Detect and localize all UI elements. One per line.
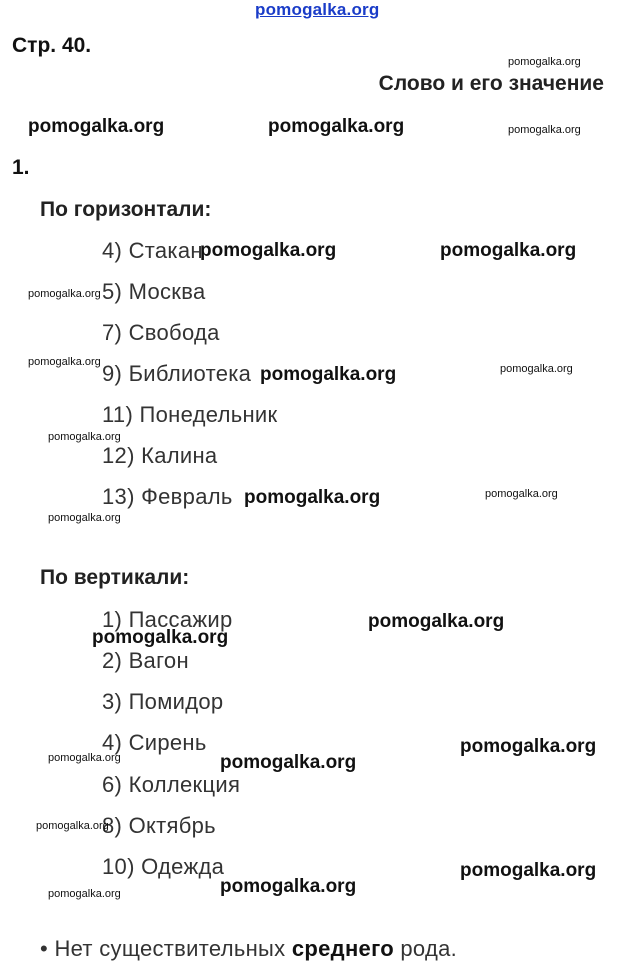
section-heading-horizontal: По горизонтали: xyxy=(40,198,212,221)
watermark: pomogalka.org xyxy=(28,288,101,300)
watermark: pomogalka.org xyxy=(220,752,357,773)
horizontal-answer-item: 4) Стакан xyxy=(102,238,203,263)
horizontal-answer-item: 13) Февраль xyxy=(102,484,233,509)
note-text-end: рода. xyxy=(393,936,458,961)
watermark: pomogalka.org xyxy=(28,356,101,368)
vertical-answer-item: 3) Помидор xyxy=(102,689,224,714)
page-number: Стр. 40. xyxy=(12,34,92,57)
watermark: pomogalka.org xyxy=(268,116,405,137)
note-text-emphasis: среднего xyxy=(291,936,394,961)
watermark: pomogalka.org xyxy=(508,56,581,68)
watermark: pomogalka.org xyxy=(92,627,229,648)
watermark: pomogalka.org xyxy=(48,512,121,524)
page-title: Слово и его значение xyxy=(378,72,604,95)
watermark: pomogalka.org xyxy=(48,431,121,443)
watermark: pomogalka.org xyxy=(244,487,381,508)
watermark: pomogalka.org xyxy=(500,363,573,375)
watermark: pomogalka.org xyxy=(460,860,597,881)
conclusion-note xyxy=(40,936,457,962)
watermark: pomogalka.org xyxy=(440,240,577,261)
vertical-answer-item: 4) Сирень xyxy=(102,730,207,755)
watermark: pomogalka.org xyxy=(508,124,581,136)
watermark: pomogalka.org xyxy=(28,116,165,137)
watermark: pomogalka.org xyxy=(48,888,121,900)
section-heading-vertical: По вертикали: xyxy=(40,566,190,589)
watermark: pomogalka.org xyxy=(36,820,109,832)
horizontal-answer-item: 7) Свобода xyxy=(102,320,220,345)
watermark: pomogalka.org xyxy=(220,876,357,897)
watermark: pomogalka.org xyxy=(368,611,505,632)
vertical-answer-item: 1) Пассажир xyxy=(102,607,233,632)
horizontal-answer-item: 5) Москва xyxy=(102,279,206,304)
watermark: pomogalka.org xyxy=(260,364,397,385)
horizontal-answer-item: 11) Понедельник xyxy=(102,402,278,427)
watermark: pomogalka.org xyxy=(485,488,558,500)
vertical-answer-item: 10) Одежда xyxy=(102,854,225,879)
task-number: 1. xyxy=(12,156,30,179)
vertical-answer-item: 6) Коллекция xyxy=(102,772,241,797)
bullet-marker: • xyxy=(40,936,49,961)
horizontal-answer-item: 12) Калина xyxy=(102,443,218,468)
site-header-link[interactable]: pomogalka.org xyxy=(255,0,380,19)
vertical-answer-item: 2) Вагон xyxy=(102,648,189,673)
note-text-start: Нет существительных xyxy=(54,936,292,961)
vertical-answer-item: 8) Октябрь xyxy=(102,813,216,838)
watermark: pomogalka.org xyxy=(200,240,337,261)
horizontal-answer-item: 9) Библиотека xyxy=(102,361,252,386)
watermark: pomogalka.org xyxy=(460,736,597,757)
watermark: pomogalka.org xyxy=(48,752,121,764)
